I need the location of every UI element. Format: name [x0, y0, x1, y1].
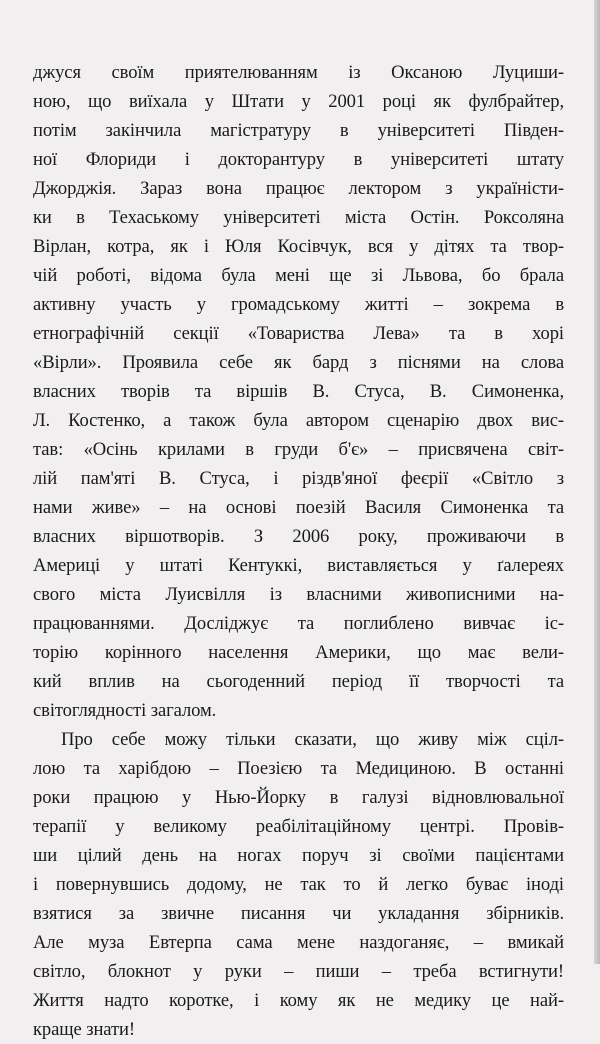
text-line: торію корінного населення Америки, що має вели- — [33, 642, 564, 663]
text-line: Америці у штаті Кентуккі, виставляється у ґалереях — [33, 555, 564, 576]
page-edge-shadow — [594, 0, 600, 964]
text-line: тав: «Осінь крилами в груди б'є» – присвячена світ- — [33, 439, 564, 460]
text-line: терапії у великому реабілітаційному центрі. Провів- — [33, 816, 564, 837]
text-line: ши цілий день на ногах поруч зі своїми пацієнтами — [33, 845, 564, 866]
text-line: Л. Костенко, а також була автором сценарію двох вис- — [33, 410, 564, 431]
paragraph-2 — [33, 725, 564, 1044]
text-line: Джорджія. Зараз вона працює лектором з україністи- — [33, 178, 564, 199]
body-text — [33, 58, 564, 1044]
text-line: нами живе» – на основі поезій Василя Симоненка та — [33, 497, 564, 518]
text-line: лій пам'яті В. Стуса, і різдв'яної феєрії «Світло з — [33, 468, 564, 489]
text-line: Життя надто коротке, і кому як не медику це най- — [33, 990, 564, 1011]
text-line: «Вірли». Проявила себе як бард з піснями на слова — [33, 352, 564, 373]
text-line: потім закінчила магістратуру в університеті Півден- — [33, 120, 564, 141]
text-line: власних віршотворів. З 2006 року, проживаючи в — [33, 526, 564, 547]
text-line: і повернувшись додому, не так то й легко буває іноді — [33, 874, 564, 895]
paragraph-1 — [33, 58, 564, 725]
text-line: ною, що виїхала у Штати у 2001 році як фулбрайтер, — [33, 91, 564, 112]
text-line: лою та харібдою – Поезією та Медициною. В останні — [33, 758, 564, 779]
text-line: власних творів та віршів В. Стуса, В. Симоненка, — [33, 381, 564, 402]
text-line: джуся своїм приятелюванням із Оксаною Луциши- — [33, 62, 564, 83]
text-line: ки в Техаському університеті міста Остін. Роксоляна — [33, 207, 564, 228]
text-line: світоглядності загалом. — [33, 700, 217, 721]
text-line: етнографічній секції «Товариства Лева» та в хорі — [33, 323, 564, 344]
text-line: взятися за звичне писання чи укладання збірників. — [33, 903, 564, 924]
text-line: Вірлан, котра, як і Юля Косівчук, вся у дітях та твор- — [33, 236, 564, 257]
text-line: кий вплив на сьогоденний період її творчості та — [33, 671, 564, 692]
text-line: чій роботі, відома була мені ще зі Львова, бо брала — [33, 265, 564, 286]
text-line: ної Флориди і докторантуру в університеті штату — [33, 149, 564, 170]
text-line: активну участь у громадському житті – зокрема в — [33, 294, 564, 315]
text-line: працюваннями. Досліджує та поглиблено вивчає іс- — [33, 613, 564, 634]
text-line: роки працюю у Нью-Йорку в галузі відновлювальної — [33, 787, 564, 808]
text-line: Про себе можу тільки сказати, що живу між сціл- — [61, 729, 564, 750]
text-line: Але муза Евтерпа сама мене наздоганяє, – вмикай — [33, 932, 564, 953]
text-line: світло, блокнот у руки – пиши – треба встигнути! — [33, 961, 564, 982]
text-line: краще знати! — [33, 1019, 135, 1040]
text-line: свого міста Луисвілля із власними живописними на- — [33, 584, 564, 605]
